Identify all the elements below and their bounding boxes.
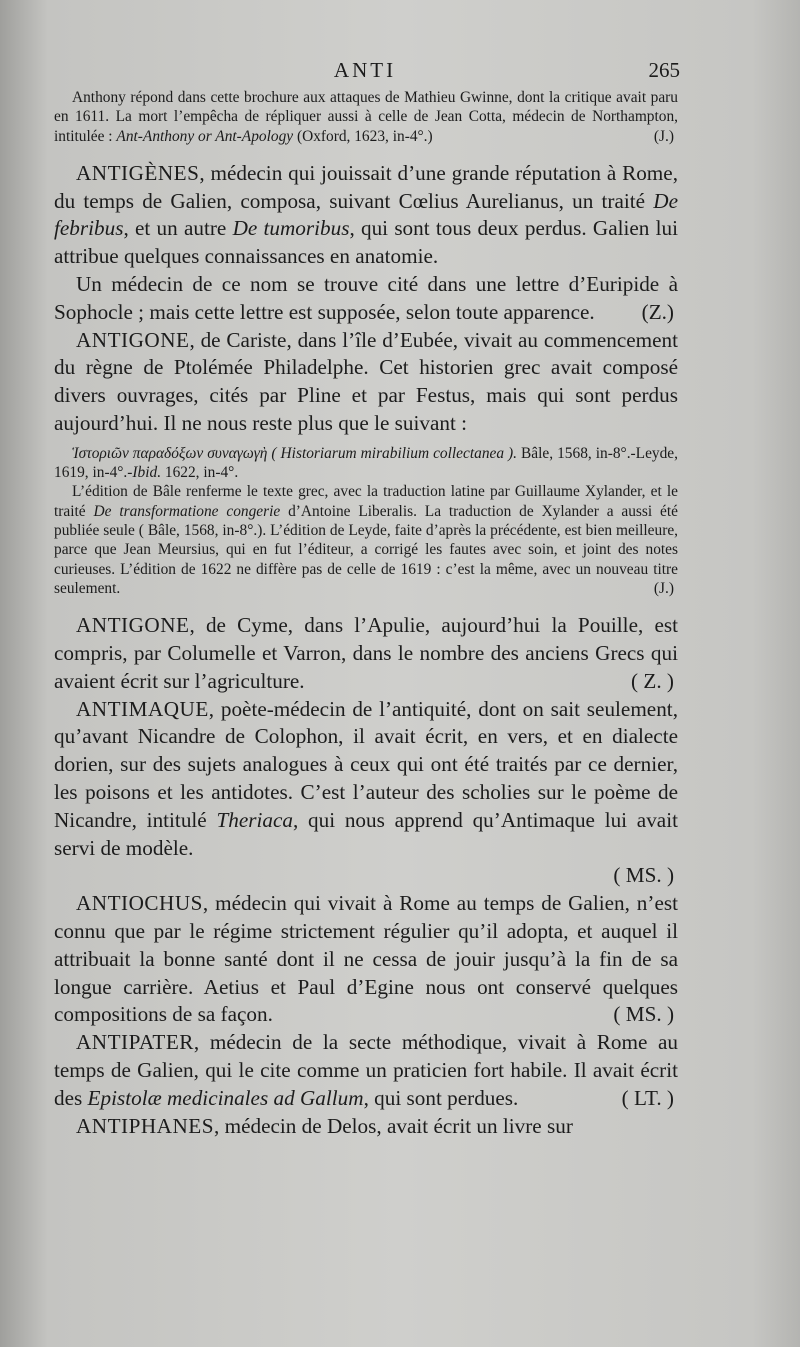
antigone-cyme-ref: ( Z. ) <box>631 668 674 693</box>
entry-antigone-cariste <box>54 327 678 438</box>
editions-list: Bâle, 1568, in-8°.-Leyde, 1619, in-4°.- <box>54 444 678 482</box>
entry-antimaque <box>54 696 678 891</box>
entry-name-antigenes: ANTIGÈNES <box>76 160 200 185</box>
antigone-cariste-bibliography <box>54 444 678 483</box>
antigenes-text-3: , qui sont tous deux perdus. Galien lui attribue quelques connaissances en anatomie. <box>54 216 678 269</box>
intro-ref: (J.) <box>653 127 674 145</box>
antigenes-paragraph-2 <box>54 271 678 327</box>
page-number: 265 <box>648 58 680 82</box>
note-text-1: L’édition de Bâle renferme le texte grec, avec la traduction latine par Guillaume Xylander, et le traité <box>54 483 678 520</box>
antipater-ref: ( LT. ) <box>621 1085 674 1110</box>
antimaque-work: Theriaca <box>216 807 293 832</box>
note-text-2: d’Antoine Liberalis. La traduction de Xylander a aussi été publiée seule ( Bâle, 1568, in-8°.). L’édition de Leyde, faite d’après la précédente, est bien meilleure, parce que Jean Meursius, qui en fut l’éditeur, a corrigé les fautes avec soin, et joint des notes curieuses. L’édition de 1622 ne diffère pas de celle de 1619 : c’est la même, avec un nouveau titre seulement. <box>54 502 678 597</box>
antigenes-text-1: , médecin qui jouissait d’une grande réputation à Rome, du temps de Galien, composa, suivant Cœlius Aurelianus, un traité <box>54 160 678 213</box>
entry-antigone-cyme <box>54 612 678 695</box>
text-column <box>54 88 678 1140</box>
antimaque-text-2: , qui nous apprend qu’Antimaque lui avait servi de modèle. <box>54 807 678 860</box>
entry-antigenes <box>54 160 678 271</box>
latin-title: ( Historiarum mirabilium collectanea ). <box>271 444 518 462</box>
entry-name-antiphanes: ANTIPHANES <box>76 1113 215 1138</box>
antigenes-work-2: De tumoribus <box>232 216 350 241</box>
entry-antiphanes <box>54 1113 678 1141</box>
spacer <box>54 146 678 160</box>
spacer <box>54 598 678 612</box>
antipater-text-2: , qui sont perdues. <box>363 1085 519 1110</box>
entry-name-antiochus: ANTIOCHUS <box>76 891 203 916</box>
antiphanes-text: , médecin de Delos, avait écrit un livre sur <box>214 1113 573 1138</box>
antigone-cariste-text: , de Cariste, dans l’île d’Eubée, vivait au commencement du règne de Ptolémée Philadelphe. Cet historien grec avait composé divers ouvrages, cités par Pline et par Festus, mais qui sont perdus aujourd’hui. Il ne nous reste plus que le suivant : <box>54 327 678 436</box>
antigenes-work-1: De febribus <box>54 188 678 241</box>
antimaque-text-1: , poète-médecin de l’antiquité, dont on sait seulement, qu’avant Nicandre de Colophon, il avait écrit, en vers, et en dialecte dorien, sur des sujets analogues à ceux qui ont été traités par ce dernier, les poisons et les antidotes. C’est l’auteur des scholies sur le poème de Nicandre, intitulé <box>54 696 678 832</box>
ibid: Ibid. <box>132 464 162 482</box>
antigenes-text-2: , et un autre <box>123 216 233 241</box>
note-italic-title: De transformatione congerie <box>93 502 281 520</box>
greek-title: Ἱστοριῶν παραδόξων συναγωγὴ <box>72 444 268 462</box>
antigone-cariste-note <box>54 482 678 598</box>
running-title: ANTI <box>333 58 397 82</box>
editions-tail: 1622, in-4°. <box>161 464 239 482</box>
entry-name-antigone-cariste: ANTIGONE <box>76 327 190 352</box>
entry-antipater <box>54 1029 678 1112</box>
antipater-work: Epistolæ medicinales ad Gallum <box>87 1085 364 1110</box>
entry-name-antipater: ANTIPATER <box>76 1030 194 1055</box>
antiochus-text: , médecin qui vivait à Rome au temps de Galien, n’est connu que par le régime strictement régulier qu’il adopta, et auquel il attribuait la bonne santé dont il ne cessa de jouir jusqu’à la fin de sa longue carrière. Aetius et Paul d’Egine nous ont conservé quelques compositions de sa façon. <box>54 891 678 1027</box>
intro-italic-title: Ant-Anthony or Ant-Apology <box>116 127 294 145</box>
entry-antiochus <box>54 890 678 1029</box>
entry-name-antimaque: ANTIMAQUE <box>76 696 209 721</box>
antipater-text-1: , médecin de la secte méthodique, vivait à Rome au temps de Galien, qui le cite comme un praticien fort habile. Il avait écrit des <box>54 1030 678 1110</box>
antigenes-ref: (Z.) <box>641 299 674 324</box>
entry-name-antigone-cyme: ANTIGONE <box>76 613 190 638</box>
antiochus-ref: ( MS. ) <box>613 1002 674 1027</box>
intro-note <box>54 88 678 146</box>
antimaque-ref: ( MS. ) <box>613 863 674 888</box>
antigone-cariste-ref: (J.) <box>653 579 674 597</box>
intro-text: Anthony répond dans cette brochure aux attaques de Mathieu Gwinne, dont la critique avait paru en 1611. La mort l’empêcha de répliquer aussi à celle de Jean Cotta, médecin de Northampton, intitulée : <box>54 89 678 145</box>
running-header <box>50 56 680 86</box>
antigenes-p2-text: Un médecin de ce nom se trouve cité dans une lettre d’Euripide à Sophocle ; mais cette lettre est supposée, selon toute apparence. <box>54 272 678 324</box>
antigone-cyme-text: , de Cyme, dans l’Apulie, aujourd’hui la Pouille, est compris, par Columelle et Varron, dans le nombre des anciens Grecs qui avaient écrit sur l’agriculture. <box>54 613 678 693</box>
intro-tail: (Oxford, 1623, in-4°.) <box>296 127 433 145</box>
